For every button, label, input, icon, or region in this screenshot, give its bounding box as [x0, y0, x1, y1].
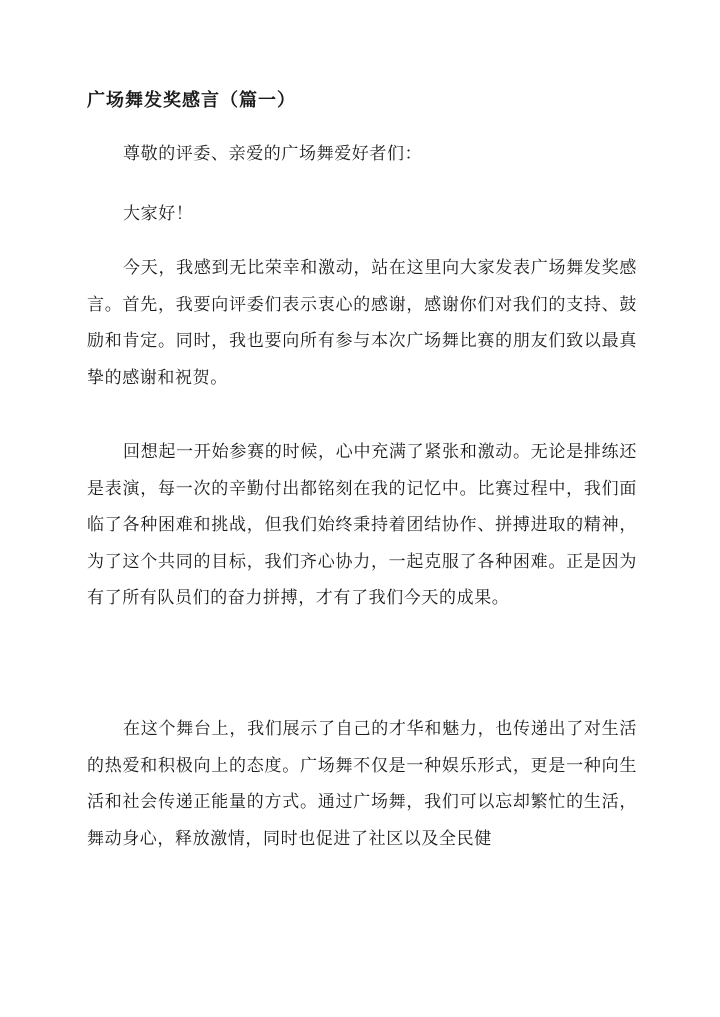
greeting-paragraph: 尊敬的评委、亲爱的广场舞爱好者们： — [123, 144, 423, 164]
body-paragraph-3: 在这个舞台上，我们展示了自己的才华和魅力，也传递出了对生活的热爱和积极向上的态度。广场舞不仅是一种娱乐形式，更是一种向生活和社会传递正能量的方式。通过广场舞，我们可以忘却繁忙的生活，舞动身心，释放激情，同时也促进了社区以及全民健 — [87, 719, 637, 849]
salutation-paragraph: 大家好！ — [123, 204, 194, 224]
body-paragraph-2: 回想起一开始参赛的时候，心中充满了紧张和激动。无论是排练还是表演，每一次的辛勤付出都铭刻在我的记忆中。比赛过程中，我们面临了各种困难和挑战，但我们始终秉持着团结协作、拼搏进取的精神，为了这个共同的目标，我们齐心协力，一起克服了各种困难。正是因为有了所有队员们的奋力拼搏，才有了我们今天的成果。 — [87, 442, 637, 608]
body-paragraph-1: 今天，我感到无比荣幸和激动，站在这里向大家发表广场舞发奖感言。首先，我要向评委们表示衷心的感谢，感谢你们对我们的支持、鼓励和肯定。同时，我也要向所有参与本次广场舞比赛的朋友们致以最真挚的感谢和祝贺。 — [87, 258, 637, 388]
document-title: 广场舞发奖感言（篇一） — [87, 90, 296, 111]
